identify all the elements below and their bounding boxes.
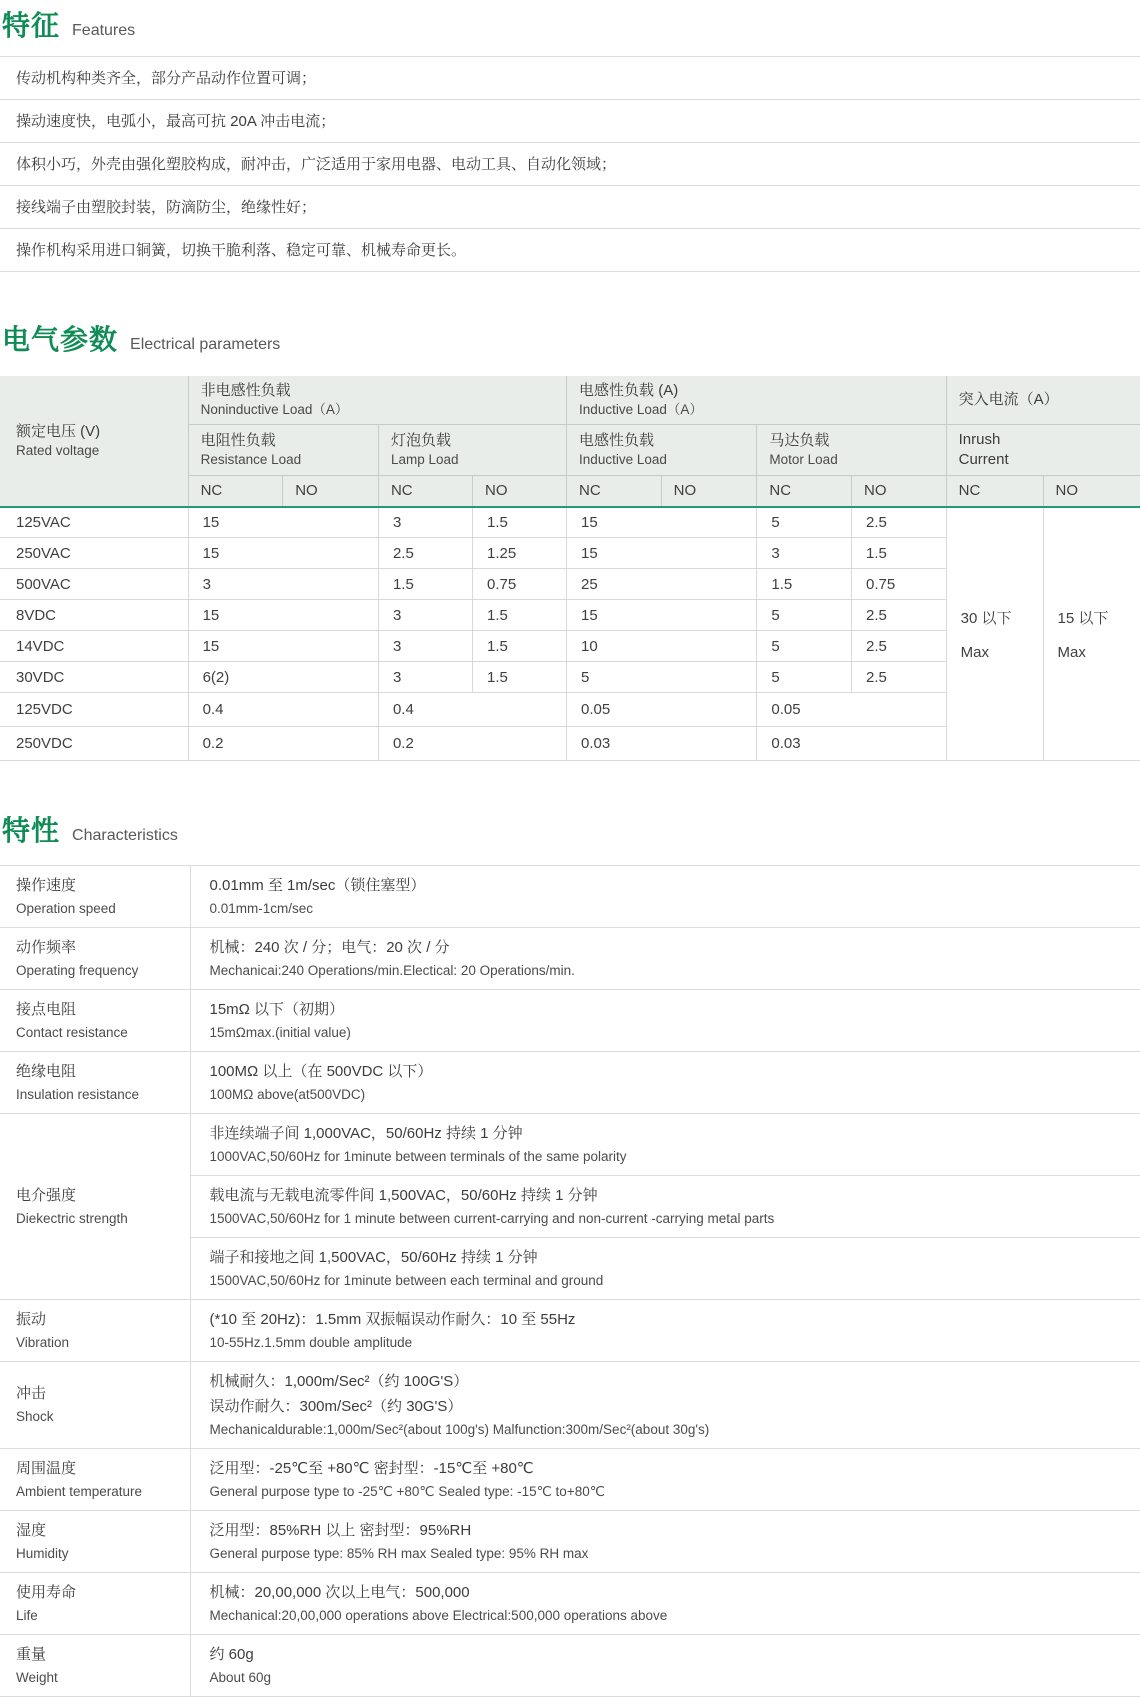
char-label-cn: 动作频率: [16, 938, 77, 956]
cell-voltage: 125VDC: [0, 693, 188, 727]
cell-lamp-no: 1.5: [473, 600, 567, 631]
cell-inrush-no: 15 以下 Max: [1043, 507, 1140, 761]
features-title: [0, 4, 1140, 44]
characteristics-section: [0, 809, 1140, 1697]
char-label-en: Operating frequency: [16, 962, 139, 978]
cell-motor-no: 2.5: [852, 507, 947, 538]
cell-resistance: 0.4: [188, 693, 378, 727]
header-nc: NC: [188, 476, 283, 507]
cell-inrush-nc: 30 以下 Max: [946, 507, 1043, 761]
cell-lamp-nc: 1.5: [378, 569, 472, 600]
char-label-en: Contact resistance: [16, 1024, 128, 1040]
char-label-cn: 电介强度: [16, 1186, 77, 1204]
header-motor-load: 马达负载 Motor Load: [757, 425, 946, 476]
cell-motor-nc: 3: [757, 538, 852, 569]
cell-resistance: 15: [188, 538, 378, 569]
cell-motor-no: 1.5: [852, 538, 947, 569]
char-value-cn: 0.01mm 至 1m/sec（锁住塞型）: [209, 877, 426, 894]
cell-motor: 0.05: [757, 693, 946, 727]
char-label-en: Humidity: [16, 1545, 69, 1561]
char-row-operating-frequency: [0, 928, 1140, 990]
cell-lamp-nc: 3: [378, 631, 472, 662]
cell-lamp-nc: 3: [378, 662, 472, 693]
char-label-cn: 操作速度: [16, 876, 77, 894]
char-label-cn: 接点电阻: [16, 1000, 77, 1018]
characteristics-title-cn: 特性: [2, 815, 61, 846]
char-value-cn: 15mΩ 以下（初期）: [209, 1001, 345, 1018]
char-value-en: General purpose type to -25℃ +80℃ Sealed type: -15℃ to+80℃: [209, 1484, 605, 1499]
feature-item: 操作机构采用进口铜簧，切换干脆利落、稳定可靠、机械寿命更长。: [0, 229, 1140, 272]
char-value-cn: 约 60g: [209, 1646, 254, 1663]
char-label-cn: 绝缘电阻: [16, 1062, 77, 1080]
char-label-en: Weight: [16, 1669, 58, 1685]
cell-motor-nc: 1.5: [757, 569, 852, 600]
char-label-cn: 重量: [16, 1645, 47, 1663]
features-list: [0, 56, 1140, 272]
char-row-shock: [0, 1362, 1140, 1449]
char-value-cn: 端子和接地之间 1,500VAC，50/60Hz 持续 1 分钟: [209, 1249, 538, 1266]
electrical-title-en: Electrical parameters: [130, 336, 281, 353]
cell-voltage: 30VDC: [0, 662, 188, 693]
cell-voltage: 8VDC: [0, 600, 188, 631]
char-row-dielectric-strength: [0, 1114, 1140, 1176]
char-value-en: 15mΩmax.(initial value): [209, 1025, 351, 1040]
char-value-en: 0.01mm-1cm/sec: [209, 901, 314, 916]
cell-motor-nc: 5: [757, 662, 852, 693]
char-value-cn: 误动作耐久：300m/Sec²（约 30G'S）: [209, 1398, 463, 1415]
header-nc: NC: [757, 476, 852, 507]
header-nc: NC: [378, 476, 472, 507]
cell-lamp-no: 1.5: [473, 507, 567, 538]
char-value-en: Mechanicaldurable:1,000m/Sec²(about 100g's) Malfunction:300m/Sec²(about 30g's): [209, 1422, 710, 1437]
cell-motor-no: 2.5: [852, 631, 947, 662]
features-section: [0, 4, 1140, 272]
cell-lamp-no: 0.75: [473, 569, 567, 600]
header-inrush-en: Inrush Current: [946, 425, 1140, 476]
header-no: NO: [852, 476, 947, 507]
char-value-cn: 100MΩ 以上（在 500VDC 以下）: [209, 1063, 433, 1080]
cell-lamp-no: 1.25: [473, 538, 567, 569]
cell-motor-no: 2.5: [852, 662, 947, 693]
char-value-cn: 非连续端子间 1,000VAC，50/60Hz 持续 1 分钟: [209, 1125, 523, 1142]
char-row-insulation-resistance: [0, 1052, 1140, 1114]
header-no: NO: [1043, 476, 1140, 507]
char-label-cn: 使用寿命: [16, 1583, 77, 1601]
char-value-cn: 机械耐久：1,000m/Sec²（约 100G'S）: [209, 1373, 469, 1390]
header-resistance-load: 电阻性负载 Resistance Load: [188, 425, 378, 476]
cell-resistance: 0.2: [188, 727, 378, 761]
cell-inductive: 15: [567, 600, 757, 631]
char-value-en: 1000VAC,50/60Hz for 1minute between terminals of the same polarity: [209, 1149, 627, 1164]
header-noninductive-load: 非电感性负载 Noninductive Load（A）: [188, 376, 566, 425]
char-row-weight: [0, 1635, 1140, 1697]
cell-resistance: 15: [188, 507, 378, 538]
header-nc: NC: [946, 476, 1043, 507]
cell-voltage: 250VAC: [0, 538, 188, 569]
cell-motor-nc: 5: [757, 507, 852, 538]
header-no: NO: [283, 476, 379, 507]
header-inductive-load: 电感性负载 Inductive Load: [567, 425, 757, 476]
char-value-en: 1500VAC,50/60Hz for 1minute between each terminal and ground: [209, 1273, 604, 1288]
cell-voltage: 125VAC: [0, 507, 188, 538]
char-label-cn: 湿度: [16, 1521, 47, 1539]
rated-voltage-cn: 额定电压 (V): [16, 422, 101, 440]
feature-item: 接线端子由塑胶封装，防滴防尘，绝缘性好；: [0, 186, 1140, 229]
char-label-en: Diekectric strength: [16, 1210, 128, 1226]
header-no: NO: [473, 476, 567, 507]
electrical-title: [0, 318, 1140, 358]
char-row-contact-resistance: [0, 990, 1140, 1052]
cell-resistance: 6(2): [188, 662, 378, 693]
characteristics-table: [0, 865, 1140, 1697]
electrical-parameters-section: [0, 318, 1140, 761]
char-row-ambient-temperature: [0, 1449, 1140, 1511]
char-label-cn: 冲击: [16, 1385, 47, 1402]
char-label-en: Ambient temperature: [16, 1483, 143, 1499]
features-title-cn: 特征: [2, 10, 61, 41]
electrical-title-cn: 电气参数: [2, 324, 119, 355]
char-value-cn: (*10 至 20Hz)：1.5mm 双振幅误动作耐久：10 至 55Hz: [209, 1311, 576, 1328]
char-label-en: Vibration: [16, 1334, 70, 1350]
header-rated-voltage: [0, 376, 188, 507]
characteristics-title-en: Characteristics: [72, 827, 178, 844]
feature-item: 体积小巧，外壳由强化塑胶构成，耐冲击，广泛适用于家用电器、电动工具、自动化领域；: [0, 143, 1140, 186]
header-row-groups: [0, 376, 1140, 425]
char-value-en: 1500VAC,50/60Hz for 1 minute between current-carrying and non-current -carrying metal parts: [209, 1211, 775, 1226]
cell-motor-no: 0.75: [852, 569, 947, 600]
cell-inductive: 0.05: [567, 693, 757, 727]
table-row: [0, 507, 1140, 538]
char-label-cn: 振动: [16, 1310, 47, 1328]
cell-resistance: 15: [188, 631, 378, 662]
header-inrush-current: 突入电流（A）: [946, 376, 1140, 425]
char-label-en: Shock: [16, 1409, 54, 1424]
char-row-operation-speed: [0, 866, 1140, 928]
rated-voltage-en: Rated voltage: [16, 442, 100, 458]
char-value-cn: 机械：240 次 / 分；电气：20 次 / 分: [209, 939, 450, 956]
cell-lamp-nc: 2.5: [378, 538, 472, 569]
char-label-en: Life: [16, 1607, 38, 1623]
char-value-en: 10-55Hz.1.5mm double amplitude: [209, 1335, 413, 1350]
electrical-parameters-table: [0, 376, 1140, 761]
char-value-cn: 泛用型：-25℃至 +80℃ 密封型：-15℃至 +80℃: [209, 1460, 534, 1477]
cell-lamp: 0.4: [378, 693, 566, 727]
char-value-en: 100MΩ above(at500VDC): [209, 1087, 366, 1102]
cell-lamp-nc: 3: [378, 600, 472, 631]
header-nc: NC: [567, 476, 662, 507]
cell-motor-no: 2.5: [852, 600, 947, 631]
char-row-vibration: [0, 1300, 1140, 1362]
cell-voltage: 14VDC: [0, 631, 188, 662]
cell-inductive: 15: [567, 538, 757, 569]
cell-inductive: 10: [567, 631, 757, 662]
char-value-en: Mechanicai:240 Operations/min.Electical: 20 Operations/min.: [209, 963, 575, 978]
cell-lamp-no: 1.5: [473, 631, 567, 662]
cell-resistance: 15: [188, 600, 378, 631]
cell-resistance: 3: [188, 569, 378, 600]
cell-lamp: 0.2: [378, 727, 566, 761]
cell-voltage: 250VDC: [0, 727, 188, 761]
cell-lamp-nc: 3: [378, 507, 472, 538]
cell-lamp-no: 1.5: [473, 662, 567, 693]
header-inductive-load-group: 电感性负载 (A) Inductive Load（A）: [567, 376, 947, 425]
characteristics-title: [0, 809, 1140, 849]
char-value-en: Mechanical:20,00,000 operations above Electrical:500,000 operations above: [209, 1608, 668, 1623]
features-title-en: Features: [72, 22, 136, 39]
char-value-en: About 60g: [209, 1670, 272, 1685]
char-label-cn: 周围温度: [16, 1459, 77, 1477]
cell-inductive: 0.03: [567, 727, 757, 761]
cell-motor-nc: 5: [757, 600, 852, 631]
char-value-cn: 机械：20,00,000 次以上电气：500,000: [209, 1584, 470, 1601]
cell-motor-nc: 5: [757, 631, 852, 662]
char-row-humidity: [0, 1511, 1140, 1573]
header-lamp-load: 灯泡负载 Lamp Load: [378, 425, 566, 476]
cell-inductive: 15: [567, 507, 757, 538]
char-value-en: General purpose type: 85% RH max Sealed type: 95% RH max: [209, 1546, 589, 1561]
char-label-en: Insulation resistance: [16, 1086, 140, 1102]
char-value-cn: 载电流与无载电流零件间 1,500VAC，50/60Hz 持续 1 分钟: [209, 1187, 598, 1204]
feature-item: 传动机构种类齐全，部分产品动作位置可调；: [0, 57, 1140, 100]
char-value-cn: 泛用型：85%RH 以上 密封型：95%RH: [209, 1522, 472, 1539]
char-row-life: [0, 1573, 1140, 1635]
char-label-en: Operation speed: [16, 900, 116, 916]
header-no: NO: [661, 476, 757, 507]
cell-inductive: 5: [567, 662, 757, 693]
feature-item: 操动速度快，电弧小，最高可抗 20A 冲击电流；: [0, 100, 1140, 143]
cell-inductive: 25: [567, 569, 757, 600]
cell-voltage: 500VAC: [0, 569, 188, 600]
cell-motor: 0.03: [757, 727, 946, 761]
